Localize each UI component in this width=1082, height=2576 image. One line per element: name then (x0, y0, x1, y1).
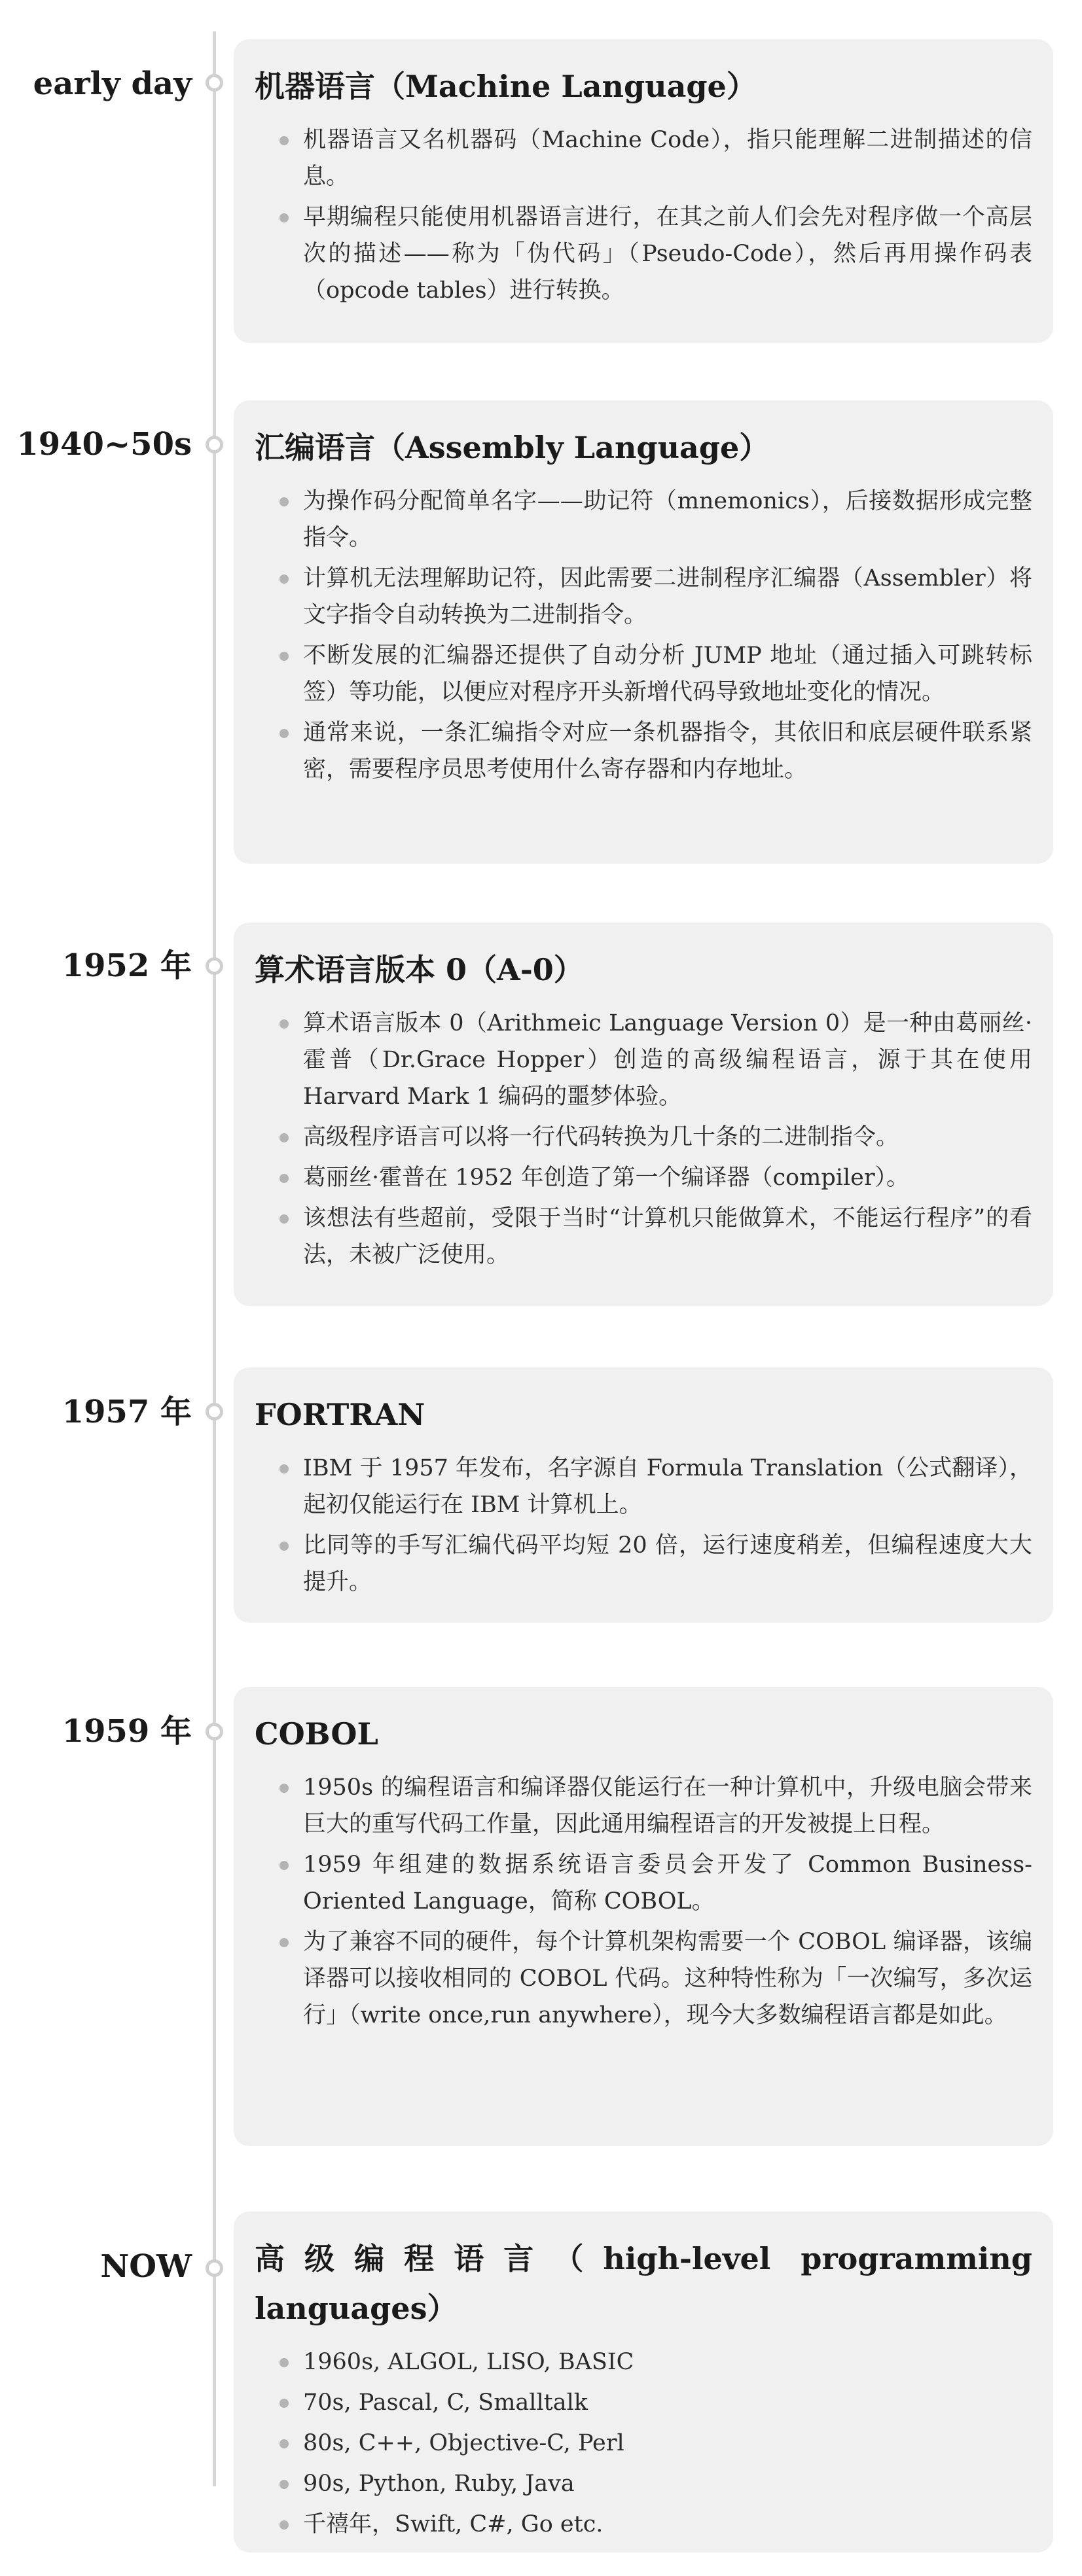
list-item-text: 葛丽丝·霍普在 1952 年创造了第一个编译器（compiler）。 (303, 1165, 910, 1191)
bullet-icon (280, 1861, 289, 1870)
list-item (255, 483, 1032, 556)
list-item-text: IBM 于 1957 年发布，名字源自 Formula Translation（公式翻译），起初仅能运行在 IBM 计算机上。 (303, 1455, 1032, 1518)
list-item-text: 为操作码分配简单名字——助记符（mnemonics），后接数据形成完整指令。 (303, 488, 1032, 551)
entry-title: FORTRAN (255, 1397, 425, 1432)
entry-date: NOW (100, 2248, 192, 2285)
list-item (255, 2506, 1032, 2543)
entry-title: COBOL (255, 1716, 378, 1752)
list-item (255, 122, 1032, 195)
bullet-icon (280, 1464, 289, 1473)
bullet-icon (280, 213, 289, 222)
entry-card (234, 400, 1053, 864)
timeline-line (213, 31, 216, 2486)
bullet-icon (280, 2358, 289, 2367)
list-item-text: 1960s, ALGOL, LISO, BASIC (303, 2349, 634, 2375)
list-item-text: 80s, C++, Objective-C, Perl (303, 2430, 624, 2456)
bullet-icon (280, 2520, 289, 2530)
bullet-icon (280, 1784, 289, 1793)
list-item (255, 560, 1032, 633)
list-item (255, 637, 1032, 711)
bullet-icon (280, 1938, 289, 1947)
list-item-text: 高级程序语言可以将一行代码转换为几十条的二进制指令。 (303, 1124, 899, 1150)
list-item-text: 通常来说，一条汇编指令对应一条机器指令，其依旧和底层硬件联系紧密，需要程序员思考使用什么寄存器和内存地址。 (303, 720, 1032, 783)
timeline-dot (206, 957, 223, 975)
entry-date: early day (33, 65, 192, 102)
entry-date: 1952 年 (62, 947, 192, 984)
bullet-icon (280, 497, 289, 506)
list-item (255, 199, 1032, 309)
list-item (255, 1846, 1032, 1920)
entry-date: 1959 年 (62, 1713, 192, 1750)
timeline-dot (206, 1403, 223, 1420)
list-item-text: 该想法有些超前，受限于当时“计算机只能做算术，不能运行程序”的看法，未被广泛使用。 (303, 1205, 1032, 1268)
list-item (255, 1769, 1032, 1843)
list-item (255, 2425, 1032, 2461)
list-item-text: 早期编程只能使用机器语言进行，在其之前人们会先对程序做一个高层次的描述——称为「伪代码」（Pseudo-Code），然后再用操作码表（opcode tables）进行转换。 (303, 204, 1032, 304)
list-item (255, 1119, 1032, 1156)
list-item (255, 1200, 1032, 1273)
list-item-text: 90s, Python, Ruby, Java (303, 2471, 575, 2497)
list-item-text: 70s, Pascal, C, Smalltalk (303, 2390, 588, 2416)
list-item (255, 1924, 1032, 2034)
entry-date: 1940~50s (16, 426, 192, 463)
bullet-icon (280, 1542, 289, 1551)
list-item (255, 715, 1032, 788)
list-item (255, 2384, 1032, 2421)
bullet-icon (280, 136, 289, 145)
timeline-dot (206, 74, 223, 92)
list-item-text: 比同等的手写汇编代码平均短 20 倍，运行速度稍差，但编程速度大大提升。 (303, 1532, 1032, 1595)
list-item-text: 不断发展的汇编器还提供了自动分析 JUMP 地址（通过插入可跳转标签）等功能，以便应对程序开头新增代码导致地址变化的情况。 (303, 643, 1032, 705)
list-item-text: 计算机无法理解助记符，因此需要二进制程序汇编器（Assembler）将文字指令自动转换为二进制指令。 (303, 565, 1032, 628)
entry-points (255, 483, 1032, 788)
list-item-text: 1950s 的编程语言和编译器仅能运行在一种计算机中，升级电脑会带来巨大的重写代码工作量，因此通用编程语言的开发被提上日程。 (303, 1774, 1032, 1837)
timeline-dot (206, 2259, 223, 2277)
bullet-icon (280, 2399, 289, 2408)
timeline-dot (206, 436, 223, 453)
list-item (255, 1159, 1032, 1196)
bullet-icon (280, 1214, 289, 1224)
bullet-icon (280, 1174, 289, 1183)
bullet-icon (280, 574, 289, 584)
list-item (255, 1450, 1032, 1523)
entry-title: 汇编语言（Assembly Language） (255, 430, 770, 465)
bullet-icon (280, 2439, 289, 2448)
list-item (255, 2344, 1032, 2380)
list-item-text: 千禧年，Swift, C#, Go etc. (303, 2511, 604, 2537)
entry-title: 算术语言版本 0（A-0） (255, 952, 584, 987)
entry-points (255, 122, 1032, 309)
list-item-text: 为了兼容不同的硬件，每个计算机架构需要一个 COBOL 编译器，该编译器可以接收相同的 COBOL 代码。这种特性称为「一次编写，多次运行」（write once,run anywhere），现今大多数编程语言都是如此。 (303, 1929, 1032, 2028)
bullet-icon (280, 729, 289, 738)
entry-points (255, 1005, 1032, 1273)
list-item-text: 算术语言版本 0（Arithmeic Language Version 0）是一种由葛丽丝·霍普（Dr.Grace Hopper）创造的高级编程语言，源于其在使用 Harvard Mark 1 编码的噩梦体验。 (303, 1010, 1032, 1110)
entry-points (255, 2344, 1032, 2543)
list-item-text: 1959 年组建的数据系统语言委员会开发了 Common Business-Oriented Language，简称 COBOL。 (303, 1852, 1032, 1914)
entry-title: 高级编程语言（high-level programming languages） (255, 2241, 1032, 2326)
bullet-icon (280, 652, 289, 661)
entry-card (234, 39, 1053, 343)
bullet-icon (280, 1019, 289, 1029)
entry-card (234, 1687, 1053, 2146)
entry-date: 1957 年 (62, 1394, 192, 1430)
entry-points (255, 1450, 1032, 1600)
list-item (255, 1527, 1032, 1600)
entry-card (234, 2212, 1053, 2552)
list-item (255, 2465, 1032, 2502)
list-item-text: 机器语言又名机器码（Machine Code），指只能理解二进制描述的信息。 (303, 127, 1032, 190)
entry-card (234, 1367, 1053, 1623)
entry-points (255, 1769, 1032, 2034)
bullet-icon (280, 2480, 289, 2489)
bullet-icon (280, 1133, 289, 1142)
list-item (255, 1005, 1032, 1115)
entry-card (234, 923, 1053, 1306)
entry-title: 机器语言（Machine Language） (255, 69, 757, 104)
timeline-dot (206, 1723, 223, 1740)
